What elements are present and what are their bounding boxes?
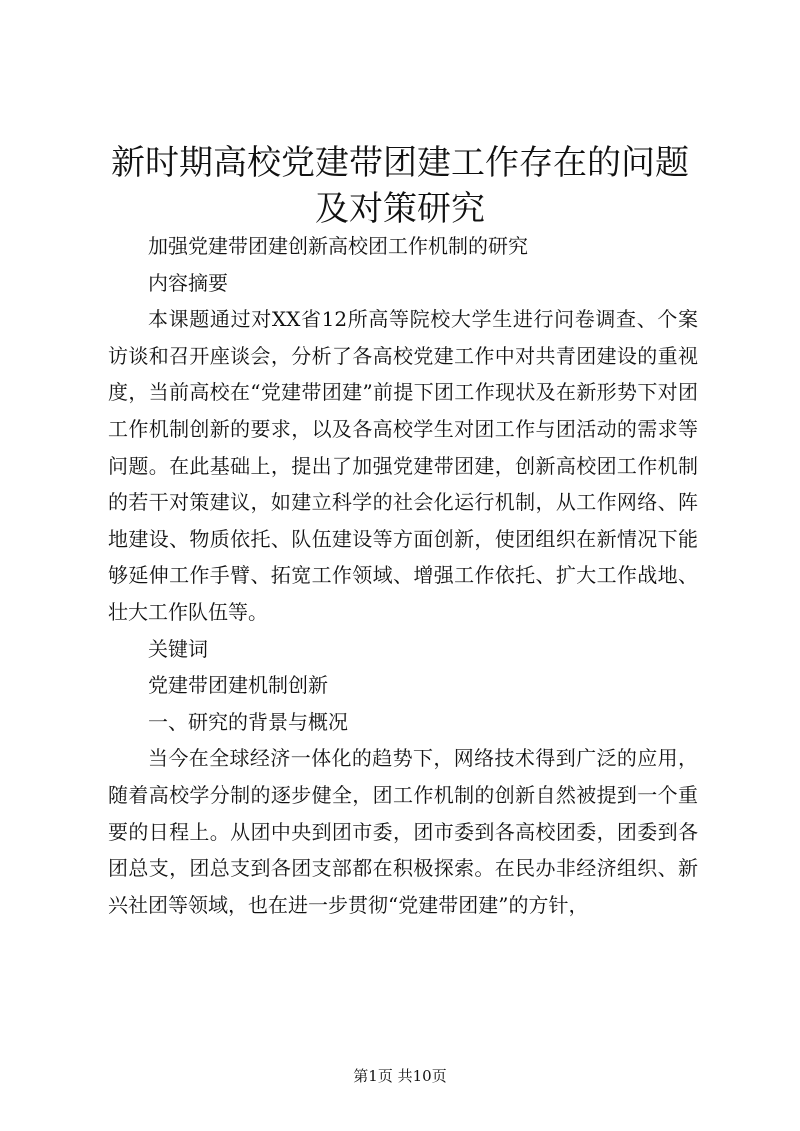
subtitle-paragraph: 加强党建带团建创新高校团工作机制的研究 — [148, 234, 528, 258]
document-title: 新时期高校党建带团建工作存在的问题及对策研究 — [111, 143, 689, 229]
keywords-paragraph: 党建带团建机制创新 — [148, 673, 328, 698]
abstract-heading: 内容摘要 — [148, 270, 228, 295]
page-footer: 第1页 共10页 — [353, 1067, 447, 1085]
body-paragraph: 当今在全球经济一体化的趋势下，网络技术得到广泛的应用，随着高校学分制的逐步健全，团工作机制的创新自然被提到一个重要的日程上。从团中央到团市委，团市委到各高校团委，团委到各团总支，团总支到各团支部都在积极探索。在民办非经济组织、新兴社团等领域，也在进一步贯彻“党建带团建”的方针， — [108, 746, 698, 917]
document-body — [108, 228, 698, 923]
abstract-paragraph: 本课题通过对XX省12所高等院校大学生进行问卷调查、个案访谈和召开座谈会，分析了各高校党建工作中对共青团建设的重视度，当前高校在“党建带团建”前提下团工作现状及在新形势下对团工作机制创新的要求，以及各高校学生对团工作与团活动的需求等问题。在此基础上，提出了加强党建带团建，创新高校团工作机制的若干对策建议，如建立科学的社会化运行机制，从工作网络、阵地建设、物质依托、队伍建设等方面创新，使团组织在新情况下能够延伸工作手臂、拓宽工作领域、增强工作依托、扩大工作战地、壮大工作队伍等。 — [108, 307, 698, 624]
section-heading: 一、研究的背景与概况 — [148, 709, 348, 734]
keywords-heading: 关键词 — [148, 636, 208, 661]
